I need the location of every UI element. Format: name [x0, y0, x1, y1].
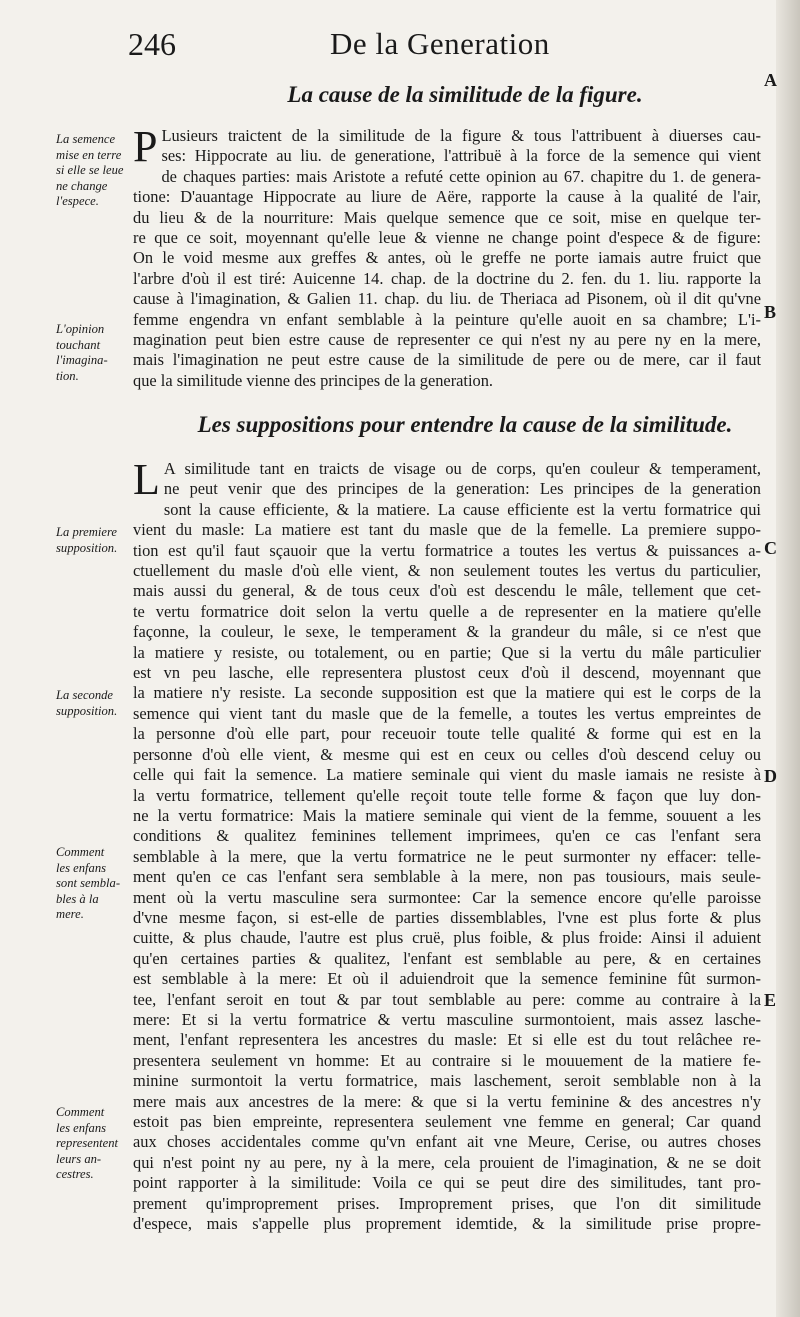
marginal-line: representent: [56, 1136, 119, 1150]
text-line: estoit pas bien empreinte, representera seulement vne femme en general; Car quand: [133, 1112, 761, 1131]
text-line: On le void mesme aux greffes & antes, où le greffe ne porte iamais autre fruict que: [133, 248, 761, 268]
marginal-line: Comment: [56, 845, 105, 859]
text-line: l'arbre d'où il est tiré: Auicenne 14. chap. de la doctrine du 2. fen. du 1. liu. rapporte la: [133, 268, 761, 288]
marginal-note-premiere-supposition: [56, 525, 132, 556]
text-line: ment où la vertu masculine sera surmontee: Car la semence encore qu'elle paroisse: [133, 887, 761, 907]
text-line: Lusieurs traictent de la similitude de la figure & tous l'attribuent à diuerses cau-: [161, 126, 761, 145]
text-line: presentera seulement vn homme: Et au contraire si le mouuement de la matiere fe-: [133, 1050, 761, 1070]
text-line: tion est qu'il faut sçauoir que la vertu formatrice a toutes les vertus & puissances a-: [133, 540, 761, 560]
text-line: vient du masle: La matiere est tant du masle que de la femelle. La premiere suppo-: [133, 520, 761, 540]
side-letter-d: D: [764, 766, 777, 786]
marginal-line: La seconde: [56, 688, 114, 702]
dropcap-p: P: [133, 122, 158, 171]
marginal-line: mise en terre: [56, 147, 122, 162]
text-line: celle qui fait la semence. La matiere seminale qui vient du masle iamais ne resiste à: [133, 765, 761, 785]
text-line: prement qu'improprement prises. Improprement prises, que l'on dit similitude: [133, 1193, 761, 1213]
text-line: ne la vertu formatrice: Mais la matiere seminale qui vient de la femme, souuent a les: [133, 805, 761, 825]
page-number: 246: [128, 26, 176, 62]
text-line: mere mais aux ancestres de la mere: & que si la vertu feminine & des ancestres n'y: [133, 1091, 761, 1111]
section-title-similitude-figure: La cause de la similitude de la figure.: [287, 82, 643, 107]
marginal-note-seconde-supposition: [56, 688, 132, 719]
text-line: aux choses accidentales comme qu'vn enfant ait vne Meure, Cerise, ou autres choses: [133, 1132, 761, 1152]
marginal-line: les enfans: [56, 1120, 107, 1135]
marginal-line: l'imagina-: [56, 353, 108, 367]
marginal-line: leurs an-: [56, 1151, 102, 1166]
page-header: [0, 26, 800, 66]
marginal-note-enfans-mere: [56, 845, 132, 923]
marginal-note-semence: [56, 132, 132, 210]
text-line: la personne d'où elle part, pour receuoir toute telle qualité & forme qui est en la: [133, 724, 761, 744]
running-head: De la Generation: [330, 26, 550, 61]
marginal-line: supposition.: [56, 540, 118, 555]
text-line: A similitude tant en traicts de visage ou de corps, qu'en couleur & temperament,: [163, 459, 761, 478]
text-line: femme engendra vn enfant semblable à la peinture qu'elle auoit en sa chambre; L'i-: [133, 309, 761, 329]
marginal-note-enfans-ancestres: [56, 1105, 132, 1183]
text-line: tee, l'enfant seroit en tout & par tout semblable au pere: comme au contraire à la: [133, 989, 761, 1009]
marginal-line: ne change: [56, 178, 108, 193]
text-line: point rapporter à la similitude: Voila ce qui se peut dire des similitudes, tant pro-: [133, 1173, 761, 1193]
text-line: semblable à la mere, que la vertu formatrice ne le peut surmonter ny effacer: telle-: [133, 846, 761, 866]
text-line: ne peut venir que des principes de la generation: Les principes de la generation: [163, 479, 761, 499]
page-edge: [776, 0, 800, 1317]
text-line: qui n'est point ny au pere, ny à la mere, cela prouient de l'imagination, & ne se doit: [133, 1152, 761, 1172]
text-line: mais aussi du general, & de tous ceux d'où est descendu le mâle, tellement que cet-: [133, 581, 761, 601]
text-line: est semblable à la mere: Et où il aduiendroit que la semence feminine fût surmon-: [133, 969, 761, 989]
text-line: semence qui vient tant du masle que de la femelle, a toutes les vertus empreintes de: [133, 703, 761, 723]
paragraph-1: [133, 122, 761, 391]
section-title-suppositions: Les suppositions pour entendre la cause de la similitude.: [197, 412, 733, 437]
marginal-line: si elle se leue: [56, 163, 124, 177]
text-line: ctuellement du masle d'où elle vient, & non seulement toutes les vertus du particulier,: [133, 561, 761, 581]
text-line: cuitte, & plus chaude, l'autre est plus cruë, plus foible, & plus froide: Ainsi il aduient: [133, 928, 761, 948]
text-line: ses: Hippocrate au liu. de generatione, l'attribuë à la force de la semence qui vient: [161, 146, 761, 166]
text-line: la matiere n'y resiste. La seconde supposition est que la matiere qui est le corps de la: [133, 683, 761, 703]
marginal-line: La premiere: [56, 525, 117, 539]
marginal-line: mere.: [56, 907, 84, 921]
text-line: mais l'imagination ne peut estre cause de la similitude de pere ou de mere, car il faut: [133, 350, 761, 370]
dropcap-l: L: [133, 455, 160, 504]
marginal-note-imagination: [56, 322, 132, 384]
text-line: tione: D'auantage Hippocrate au liure de Aëre, rapporte la cause à la qualité de l'air,: [133, 187, 761, 207]
text-line: façonne, la couleur, le sexe, le temperament & la grandeur du mâle, si ce n'est que: [133, 622, 761, 642]
text-line: re que ce soit, moyennant qu'elle leue & vienne ne change point d'espece & de figure:: [133, 228, 761, 248]
paragraph-2: [133, 455, 761, 1234]
text-line: minine surmontoit la vertu formatrice, mais laschement, seroit semblable non à la: [133, 1071, 761, 1091]
text-line: d'vne mesme façon, si est-elle de parties dissemblables, l'vne est plus forte & plus: [133, 907, 761, 927]
text-line: d'espece, mais s'appelle plus proprement idemtide, & la similitude prise propre-: [133, 1214, 761, 1234]
side-letter-c: C: [764, 538, 777, 558]
marginal-line: touchant: [56, 337, 101, 352]
text-line: la vertu formatrice, tellement qu'elle reçoit toute telle forme & façon que luy don-: [133, 785, 761, 805]
text-line: magination peut bien estre cause de representer ce qui n'est ny au pere ny en la mere,: [133, 330, 761, 350]
text-line: est vn peu lasche, elle representera plustost ceux d'où il descend, moyennant que: [133, 663, 761, 683]
marginal-line: supposition.: [56, 703, 118, 718]
marginal-line: bles à la: [56, 891, 99, 906]
text-line: cause à l'imagination, & Galien 11. chap. du liu. de Theriaca ad Pisonem, où il dit qu'vne: [133, 289, 761, 309]
marginal-line: L'opinion: [56, 322, 105, 336]
text-line: personne d'où elle vient, & mesme qui est en ceux ou celles d'où descend celuy ou: [133, 744, 761, 764]
text-line: la matiere y resiste, ou totalement, ou en partie; Que si la vertu du mâle particulier: [133, 642, 761, 662]
text-line: sont la cause efficiente, & la matiere. La cause efficiente est la vertu formatrice qui: [163, 499, 761, 519]
text-line: mere: Et si la vertu formatrice & vertu masculine surmontoient, mais assez lasche-: [133, 1009, 761, 1029]
text-line: qu'en certaines parties & qualitez, l'enfant est semblable au pere, & en certaines: [133, 948, 761, 968]
side-letter-b: B: [764, 302, 777, 322]
text-line: ment, l'enfant representera les ancestres du masle: Et si elle est du tout relâchee re-: [133, 1030, 761, 1050]
text-line: conditions & qualitez feminines tellement imprimees, qu'en ce cas l'enfant sera: [133, 826, 761, 846]
marginal-line: les enfans: [56, 860, 107, 875]
marginal-line: sont sembla-: [56, 876, 121, 890]
text-line: du lieu & de la nourriture: Mais quelque semence que ce soit, mise en quelque ter-: [133, 207, 761, 227]
side-letter-a: A: [764, 70, 777, 90]
marginal-line: Comment: [56, 1105, 105, 1119]
marginal-line: La semence: [56, 132, 116, 146]
text-line: que la similitude vienne des principes de la generation.: [133, 370, 494, 390]
text-line: ment qu'en ce cas l'enfant sera semblable à la mere, non pas tousiours, mais seule-: [133, 867, 761, 887]
marginal-line: tion.: [56, 368, 79, 383]
text-line: de chaques parties: mais Aristote a refuté cette opinion au 67. chapitre du 1. de genera-: [161, 166, 761, 186]
text-line: te vertu formatrice doit selon la vertu quelle a de representer en la matiere qu'elle: [133, 601, 761, 621]
marginal-line: l'espece.: [56, 194, 99, 208]
side-letter-e: E: [764, 990, 777, 1010]
marginal-line: cestres.: [56, 1167, 94, 1181]
